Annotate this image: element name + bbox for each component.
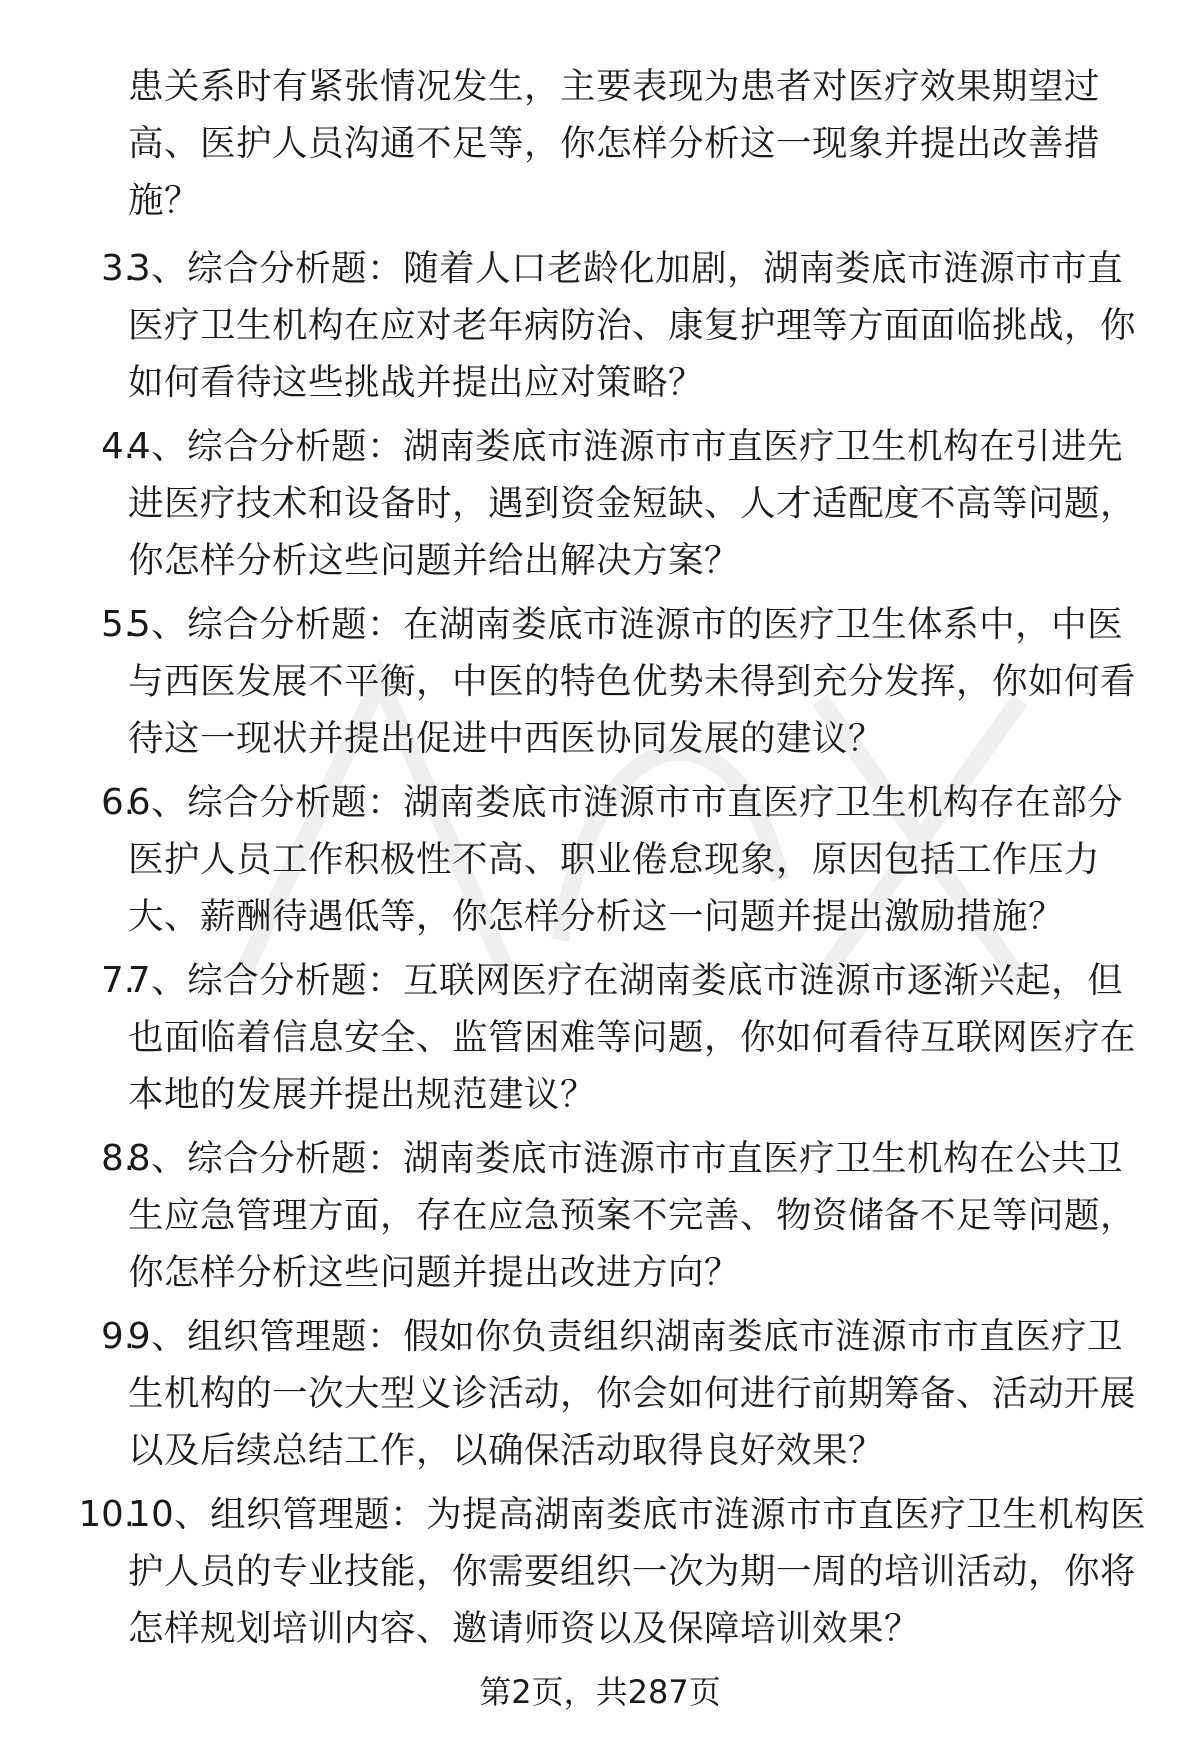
- list-item: [0, 240, 1200, 418]
- question-text: 8、综合分析题：湖南娄底市涟源市市直医疗卫生机构在公共卫生应急管理方面，存在应急预案不完善、物资储备不足等问题，你怎样分析这些问题并提出改进方向？: [128, 1138, 1137, 1293]
- question-text: 6、综合分析题：湖南娄底市涟源市市直医疗卫生机构存在部分医护人员工作积极性不高、职业倦怠现象，原因包括工作压力大、薪酬待遇低等，你怎样分析这一问题并提出激励措施？: [128, 782, 1124, 937]
- question-number: 4.: [101, 426, 135, 467]
- list-item: [0, 596, 1200, 774]
- continuation-paragraph: 患关系时有紧张情况发生，主要表现为患者对医疗效果期望过高、医护人员沟通不足等，你怎样分析这一现象并提出改善措施？: [128, 66, 1101, 221]
- list-item: [0, 774, 1200, 952]
- question-text: 9、组织管理题：假如你负责组织湖南娄底市涟源市市直医疗卫生机构的一次大型义诊活动，你会如何进行前期筹备、活动开展以及后续总结工作，以确保活动取得良好效果？: [128, 1316, 1137, 1471]
- question-number: 7.: [101, 960, 135, 1001]
- question-text: 3、综合分析题：随着人口老龄化加剧，湖南娄底市涟源市市直医疗卫生机构在应对老年病防治、康复护理等方面面临挑战，你如何看待这些挑战并提出应对策略？: [128, 248, 1137, 403]
- question-text: 10、组织管理题：为提高湖南娄底市涟源市市直医疗卫生机构医护人员的专业技能，你需要组织一次为期一周的培训活动，你将怎样规划培训内容、邀请师资以及保障培训效果？: [128, 1494, 1147, 1649]
- list-item: [0, 1486, 1200, 1664]
- question-text: 4、综合分析题：湖南娄底市涟源市市直医疗卫生机构在引进先进医疗技术和设备时，遇到资金短缺、人才适配度不高等问题，你怎样分析这些问题并给出解决方案？: [128, 426, 1137, 581]
- question-number: 10.: [78, 1494, 135, 1535]
- page-footer: 第2页，共287页: [479, 1673, 721, 1711]
- question-number: 8.: [101, 1138, 135, 1179]
- question-number: 3.: [101, 248, 135, 289]
- list-item: [0, 1308, 1200, 1486]
- question-list: [0, 240, 1200, 1664]
- question-number: 5.: [101, 604, 135, 645]
- question-number: 6.: [101, 782, 135, 823]
- question-text: 5、综合分析题：在湖南娄底市涟源市的医疗卫生体系中，中医与西医发展不平衡，中医的特色优势未得到充分发挥，你如何看待这一现状并提出促进中西医协同发展的建议？: [128, 604, 1137, 759]
- question-text: 7、综合分析题：互联网医疗在湖南娄底市涟源市逐渐兴起，但也面临着信息安全、监管困难等问题，你如何看待互联网医疗在本地的发展并提出规范建议？: [128, 960, 1137, 1115]
- list-item: [0, 418, 1200, 596]
- question-number: 9.: [101, 1316, 135, 1357]
- list-item: [0, 1130, 1200, 1308]
- list-item: [0, 952, 1200, 1130]
